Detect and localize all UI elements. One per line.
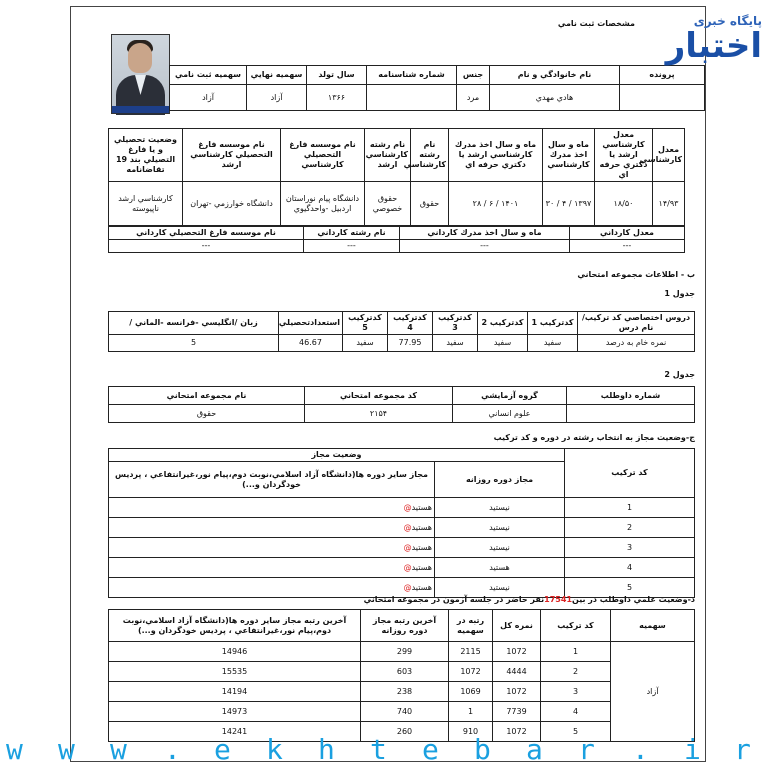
table-row bbox=[108, 538, 694, 558]
exam-score-value: 5 bbox=[109, 335, 279, 352]
table-cell: 1072 bbox=[449, 662, 493, 682]
table-cell: 2115 bbox=[449, 642, 493, 662]
table-cell: 4 bbox=[565, 558, 695, 578]
table-cell: نيستيد bbox=[435, 578, 565, 598]
watermark-logo bbox=[666, 14, 762, 64]
profile-header: پرونده bbox=[620, 66, 705, 85]
table-cell: نيستيد bbox=[435, 518, 565, 538]
education-value: ۱۸/۵۰ bbox=[595, 182, 653, 226]
table-cell: هستيد@ bbox=[108, 518, 434, 538]
profile-header: سال تولد bbox=[307, 66, 367, 85]
table-cell: 1072 bbox=[493, 642, 541, 662]
associate-header: ماه و سال اخذ مدرك كارداني bbox=[400, 227, 570, 240]
section-b-title: ب - اطلاعات مجموعه امتحاني bbox=[577, 270, 695, 279]
exam-scores-table bbox=[108, 311, 695, 352]
eligibility-table bbox=[108, 448, 695, 598]
profile-table bbox=[169, 65, 705, 111]
table-row bbox=[109, 642, 695, 662]
table1-label: جدول 1 bbox=[664, 289, 695, 298]
profile-value-row bbox=[170, 85, 705, 111]
education-header: نام موسسه فارغ التحصيلي كارشناسي ارشد bbox=[183, 129, 281, 182]
table-cell: نيستيد bbox=[435, 498, 565, 518]
eligibility-status-header: وضعيت مجاز bbox=[108, 449, 564, 462]
education-header: نام رشته كارشناسي ارشد bbox=[365, 129, 411, 182]
table-cell: 1 bbox=[565, 498, 695, 518]
profile-value: آزاد bbox=[247, 85, 307, 111]
watermark-site-label: پایگاه خبری bbox=[693, 14, 762, 28]
associate-header: نام موسسه فارغ التحصيلي كارداني bbox=[109, 227, 304, 240]
education-value: ۱۴۰۱ / ۶ / ۲۸ bbox=[449, 182, 543, 226]
table-cell: 5 bbox=[565, 578, 695, 598]
eligibility-other-header: مجاز ساير دوره ها(دانشگاه آزاد اسلامي،نوبت دوم،پيام نور،غيرانتفاعي ، پرديس خودگردان و...) bbox=[108, 462, 434, 498]
profile-header: سهميه نهايي bbox=[247, 66, 307, 85]
exam-group-header: شماره داوطلب bbox=[567, 387, 695, 405]
candidate-count: 17541 bbox=[544, 595, 573, 604]
exam-score-value: سفيد bbox=[528, 335, 578, 352]
education-table bbox=[108, 128, 685, 226]
associate-header: معدل كارداني bbox=[570, 227, 685, 240]
exam-score-header: كدتركيب 1 bbox=[528, 312, 578, 335]
table-cell: 4444 bbox=[493, 662, 541, 682]
exam-group-value: حقوق bbox=[109, 405, 305, 423]
education-value: كارشناسي ارشد ناپيوسته bbox=[109, 182, 183, 226]
profile-value bbox=[620, 85, 705, 111]
associate-value: --- bbox=[570, 240, 685, 253]
table-cell: 238 bbox=[361, 682, 449, 702]
eligibility-daily-header: مجاز دوره روزانه bbox=[435, 462, 565, 498]
table-cell: 2 bbox=[565, 518, 695, 538]
exam-score-header: كدتركيب 3 bbox=[433, 312, 478, 335]
table-cell: 1 bbox=[541, 642, 611, 662]
exam-group-value bbox=[567, 405, 695, 423]
education-header: وضعيت تحصيلي و يا فارغ التصيلي بند 19 تقاضانامه bbox=[109, 129, 183, 182]
table-cell: 3 bbox=[541, 682, 611, 702]
table-cell: 14194 bbox=[109, 682, 361, 702]
exam-score-header: كدتركيب 2 bbox=[478, 312, 528, 335]
table-cell: 3 bbox=[565, 538, 695, 558]
associate-value: --- bbox=[400, 240, 570, 253]
table-cell: هستيد@ bbox=[108, 498, 434, 518]
profile-value: هادي مهدي bbox=[490, 85, 620, 111]
section-d-title: د-وضعيت علمي داوطلب در بين17541نفر حاضر در جلسه آزمون در مجموعه امتحاني bbox=[363, 595, 695, 604]
profile-header: جنس bbox=[457, 66, 490, 85]
table-header-cell: آخرين رتبه مجاز ساير دوره ها(دانشگاه آزاد اسلامي،نوبت دوم،پيام نور،غيرانتفاعي ، پرديس خودگردان و...) bbox=[109, 610, 361, 642]
exam-group-header: گروه آزمايشي bbox=[453, 387, 567, 405]
exam-score-value: 46.67 bbox=[279, 335, 343, 352]
exam-score-header: استعدادتحصيلي bbox=[279, 312, 343, 335]
table-row bbox=[109, 662, 695, 682]
applicant-photo bbox=[111, 34, 170, 114]
exam-score-value: نمره خام به درصد bbox=[578, 335, 695, 352]
table-cell: 1069 bbox=[449, 682, 493, 702]
table-cell: 15535 bbox=[109, 662, 361, 682]
table-cell: 2 bbox=[541, 662, 611, 682]
profile-header: نام خانوادگي و نام bbox=[490, 66, 620, 85]
exam-score-value: سفيد bbox=[343, 335, 388, 352]
education-header: نام رشته كارشناسي bbox=[411, 129, 449, 182]
education-value: حقوق bbox=[411, 182, 449, 226]
exam-score-header: دروس اختصاصي كد تركيب/نام درس bbox=[578, 312, 695, 335]
table-cell: 1 bbox=[449, 702, 493, 722]
exam-group-table bbox=[108, 386, 695, 423]
education-header: نام موسسه فارغ التحصيلي كارشناسي bbox=[281, 129, 365, 182]
table-row bbox=[108, 518, 694, 538]
table-cell: 14973 bbox=[109, 702, 361, 722]
table-cell: 4 bbox=[541, 702, 611, 722]
table-cell: 740 bbox=[361, 702, 449, 722]
associate-value: --- bbox=[109, 240, 304, 253]
exam-group-header: نام مجموعه امتحاني bbox=[109, 387, 305, 405]
profile-value: آزاد bbox=[170, 85, 247, 111]
table-cell: 603 bbox=[361, 662, 449, 682]
table-row bbox=[108, 498, 694, 518]
education-value: دانشگاه خوارزمي -تهران bbox=[183, 182, 281, 226]
profile-value bbox=[367, 85, 457, 111]
table-cell: هستيد bbox=[435, 558, 565, 578]
quota-cell: آزاد bbox=[611, 642, 695, 742]
table-cell: 260 bbox=[361, 722, 449, 742]
table-cell: 14946 bbox=[109, 642, 361, 662]
watermark-brand: اختبار bbox=[665, 26, 762, 66]
table-cell: هستيد@ bbox=[108, 538, 434, 558]
table-cell: 5 bbox=[541, 722, 611, 742]
table-cell: نيستيد bbox=[435, 538, 565, 558]
exam-group-header: كد مجموعه امتحاني bbox=[305, 387, 453, 405]
associate-header: نام رشته كارداني bbox=[304, 227, 400, 240]
table-header-cell: رتبه در سهميه bbox=[449, 610, 493, 642]
associate-table bbox=[108, 226, 685, 253]
table-header-cell: سهميه bbox=[611, 610, 695, 642]
exam-score-value: 77.95 bbox=[388, 335, 433, 352]
table-cell: 7739 bbox=[493, 702, 541, 722]
page-title: مشخصات ثبت نامي bbox=[557, 19, 635, 28]
exam-group-value: علوم انساني bbox=[453, 405, 567, 423]
education-header: معدل كارشناسي ارشد يا دكتري حرفه اي bbox=[595, 129, 653, 182]
table-cell: هستيد@ bbox=[108, 558, 434, 578]
table-cell: 14241 bbox=[109, 722, 361, 742]
table-cell: 299 bbox=[361, 642, 449, 662]
exam-score-value: سفيد bbox=[478, 335, 528, 352]
form-page bbox=[70, 6, 706, 762]
eligibility-code-header: كد تركيب bbox=[565, 449, 695, 498]
education-value: حقوق خصوصي bbox=[365, 182, 411, 226]
profile-value: ۱۳۶۶ bbox=[307, 85, 367, 111]
profile-header: شماره شناسنامه bbox=[367, 66, 457, 85]
table-cell: هستيد@ bbox=[108, 578, 434, 598]
associate-value: --- bbox=[304, 240, 400, 253]
table-cell: 1072 bbox=[493, 722, 541, 742]
education-header: ماه و سال اخذ مدرك كارشناسي bbox=[543, 129, 595, 182]
table-cell: 910 bbox=[449, 722, 493, 742]
exam-score-header: كدتركيب 4 bbox=[388, 312, 433, 335]
exam-score-value: سفيد bbox=[433, 335, 478, 352]
table-header-cell: كد تركيب bbox=[541, 610, 611, 642]
ranking-table bbox=[108, 609, 695, 742]
profile-header: سهميه ثبت نامي bbox=[170, 66, 247, 85]
table-row bbox=[109, 682, 695, 702]
education-value: دانشگاه پيام نوراستان اردبيل -واحدگيوي bbox=[281, 182, 365, 226]
education-value: ۱۳۹۷ / ۴ / ۳۰ bbox=[543, 182, 595, 226]
exam-group-value: ۲۱۵۴ bbox=[305, 405, 453, 423]
table-header-cell: آخرين رتبه مجاز دوره روزانه bbox=[361, 610, 449, 642]
table-cell: 1072 bbox=[493, 682, 541, 702]
exam-score-header: كدتركيب 5 bbox=[343, 312, 388, 335]
table-row bbox=[108, 558, 694, 578]
photo-caption bbox=[112, 106, 169, 113]
table-header-cell: نمره كل bbox=[493, 610, 541, 642]
watermark-url: w w w . e k h t e b a r . i r bbox=[6, 733, 751, 766]
table-row bbox=[109, 702, 695, 722]
education-header: ماه و سال اخذ مدرك كارشناسي ارشد يا دكتري حرفه اي bbox=[449, 129, 543, 182]
table2-label: جدول 2 bbox=[664, 370, 695, 379]
profile-header-row bbox=[170, 66, 705, 85]
exam-score-header: زبان /انگليسي -فرانسه -الماني / bbox=[109, 312, 279, 335]
education-header: معدل كارشناسي bbox=[653, 129, 685, 182]
section-c-title: ج-وضعيت مجاز به انتخاب رشته در دوره و كد تركيب bbox=[493, 433, 695, 442]
education-value: ۱۴/۹۳ bbox=[653, 182, 685, 226]
profile-value: مرد bbox=[457, 85, 490, 111]
